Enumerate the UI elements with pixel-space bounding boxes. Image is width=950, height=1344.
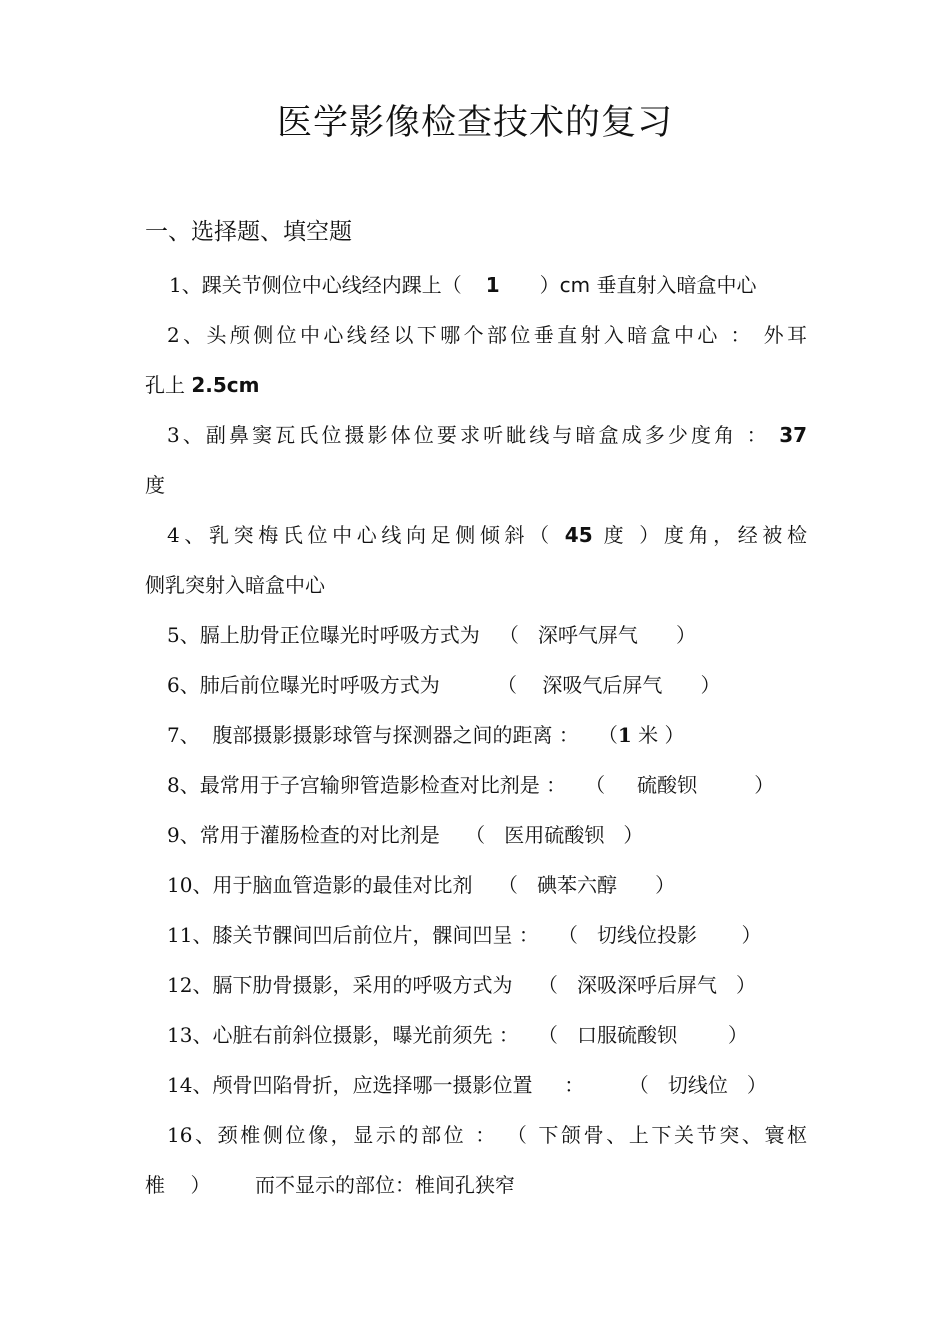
paren-open: （ <box>537 1023 558 1047</box>
question-1 <box>145 260 807 310</box>
question-text: 膝关节髁间凹后前位片，髁间凹呈 <box>212 923 513 947</box>
question-number: 10、 <box>167 873 213 897</box>
question-text-mid: ）度角，经被检 <box>639 523 808 547</box>
colon: ： <box>498 1023 519 1047</box>
paren-open: （ <box>628 1073 649 1097</box>
colon: ： <box>518 923 539 947</box>
answer-text: 深吸深呼后屏气 <box>576 973 717 997</box>
colon: ： <box>475 1123 498 1147</box>
answer-value: 1 <box>485 273 500 297</box>
question-10 <box>145 860 807 910</box>
question-4 <box>145 510 807 610</box>
question-text-end: 而不显示的部位：椎间孔狭窄 <box>254 1173 515 1197</box>
question-9 <box>145 810 807 860</box>
answer-text: 医用硫酸钡 <box>504 823 605 847</box>
answer-text-cont: 椎 <box>145 1173 165 1197</box>
paren-close: ） <box>700 673 721 697</box>
answer-value: 45 <box>564 523 593 547</box>
question-text: 颈椎侧位像，显示的部位 <box>217 1123 467 1147</box>
question-text: 常用于灌肠检查的对比剂是 <box>199 823 440 847</box>
colon: ： <box>730 323 754 347</box>
paren-open: （ <box>506 1123 530 1147</box>
section-heading: 一、选择题、填空题 <box>145 219 352 245</box>
answer-text: 切线位 <box>667 1073 728 1097</box>
answer-text-cont: 孔上 <box>145 373 185 397</box>
paren-open: （ <box>597 723 618 747</box>
colon: ： <box>546 773 567 797</box>
question-text: 乳突梅氏位中心线向足侧倾斜（ <box>208 523 554 547</box>
answer-text: 口服硫酸钡 <box>576 1023 677 1047</box>
question-number: 2、 <box>167 323 207 347</box>
answer-unit: cm <box>559 273 591 297</box>
question-number: 11、 <box>167 923 213 947</box>
question-8 <box>145 760 807 810</box>
answer-unit: 度 <box>145 473 165 497</box>
question-12 <box>145 960 807 1010</box>
paren-close: ） <box>727 1023 748 1047</box>
question-number: 12、 <box>167 973 213 997</box>
question-number: 1、 <box>169 273 202 297</box>
answer-value: 1 <box>617 723 632 747</box>
question-14 <box>145 1060 807 1110</box>
answer-text: 深呼气屏气 <box>537 623 638 647</box>
paren-close: ） <box>190 1173 211 1197</box>
answer-text: 硫酸钡 <box>636 773 697 797</box>
question-number: 14、 <box>167 1073 213 1097</box>
colon: ： <box>558 723 579 747</box>
question-text: 腹部摄影摄影球管与探测器之间的距离 <box>212 723 553 747</box>
question-7 <box>145 710 807 760</box>
question-number: 6、 <box>167 673 200 697</box>
paren-close: ） <box>623 823 644 847</box>
answer-value: 37 <box>779 423 808 447</box>
question-text: 膈下肋骨摄影，采用的呼吸方式为 <box>212 973 513 997</box>
answer-text: 外耳 <box>763 323 808 347</box>
paren-close: ） <box>736 973 757 997</box>
paren-open: （ <box>498 623 519 647</box>
paren-open: （ <box>496 673 517 697</box>
paren-open: （ <box>585 773 606 797</box>
answer-unit: 度 <box>603 523 629 547</box>
paren-open: （ <box>465 823 486 847</box>
answer-text: 深吸气后屏气 <box>542 673 663 697</box>
question-3 <box>145 410 807 510</box>
question-number: 9、 <box>167 823 200 847</box>
question-text-end: 垂直射入暗盒中心 <box>596 273 757 297</box>
paren-open: （ <box>497 873 518 897</box>
question-number: 3、 <box>167 423 206 447</box>
question-11 <box>145 910 807 960</box>
colon: ： <box>564 1073 585 1097</box>
question-number: 16、 <box>167 1123 218 1147</box>
question-text-end: 侧乳突射入暗盒中心 <box>145 573 325 597</box>
answer-text: 碘苯六醇 <box>536 873 617 897</box>
question-number: 13、 <box>167 1023 213 1047</box>
colon: ： <box>746 423 770 447</box>
question-13 <box>145 1010 807 1060</box>
answer-text: 切线位投影 <box>596 923 697 947</box>
question-number: 4、 <box>167 523 209 547</box>
question-text: 最常用于子宫输卵管造影检查对比剂是 <box>199 773 540 797</box>
answer-text: 下颌骨、上下关节突、寰枢 <box>538 1123 808 1147</box>
paren-close: ） <box>539 273 560 297</box>
question-6 <box>145 660 807 710</box>
question-number: 5、 <box>167 623 200 647</box>
answer-unit: 米 <box>638 723 659 747</box>
paren-close: ） <box>746 1073 767 1097</box>
document-title: 医学影像检查技术的复习 <box>276 103 673 143</box>
paren-close: ） <box>741 923 762 947</box>
question-2 <box>145 310 807 410</box>
paren-close: ） <box>664 723 685 747</box>
paren-close: ） <box>676 623 697 647</box>
question-16 <box>145 1110 807 1210</box>
paren-open: （ <box>537 973 558 997</box>
question-text: 心脏右前斜位摄影，曝光前须先 <box>212 1023 493 1047</box>
paren-close: ） <box>754 773 775 797</box>
paren-close: ） <box>655 873 676 897</box>
question-text: 肺后前位曝光时呼吸方式为 <box>199 673 440 697</box>
question-text: 头颅侧位中心线经以下哪个部位垂直射入暗盒中心 <box>206 323 721 347</box>
question-text: 踝关节侧位中心线经内踝上（ <box>201 273 462 297</box>
question-number: 8、 <box>167 773 200 797</box>
question-text: 用于脑血管造影的最佳对比剂 <box>212 873 473 897</box>
question-number: 7、 <box>167 723 200 747</box>
question-text: 副鼻窦瓦氏位摄影体位要求听眦线与暗盒成多少度角 <box>205 423 738 447</box>
question-text: 膈上肋骨正位曝光时呼吸方式为 <box>199 623 480 647</box>
question-text: 颅骨凹陷骨折，应选择哪一摄影位置 <box>212 1073 533 1097</box>
paren-open: （ <box>557 923 578 947</box>
answer-value: 2.5cm <box>191 373 260 397</box>
question-5 <box>145 610 807 660</box>
